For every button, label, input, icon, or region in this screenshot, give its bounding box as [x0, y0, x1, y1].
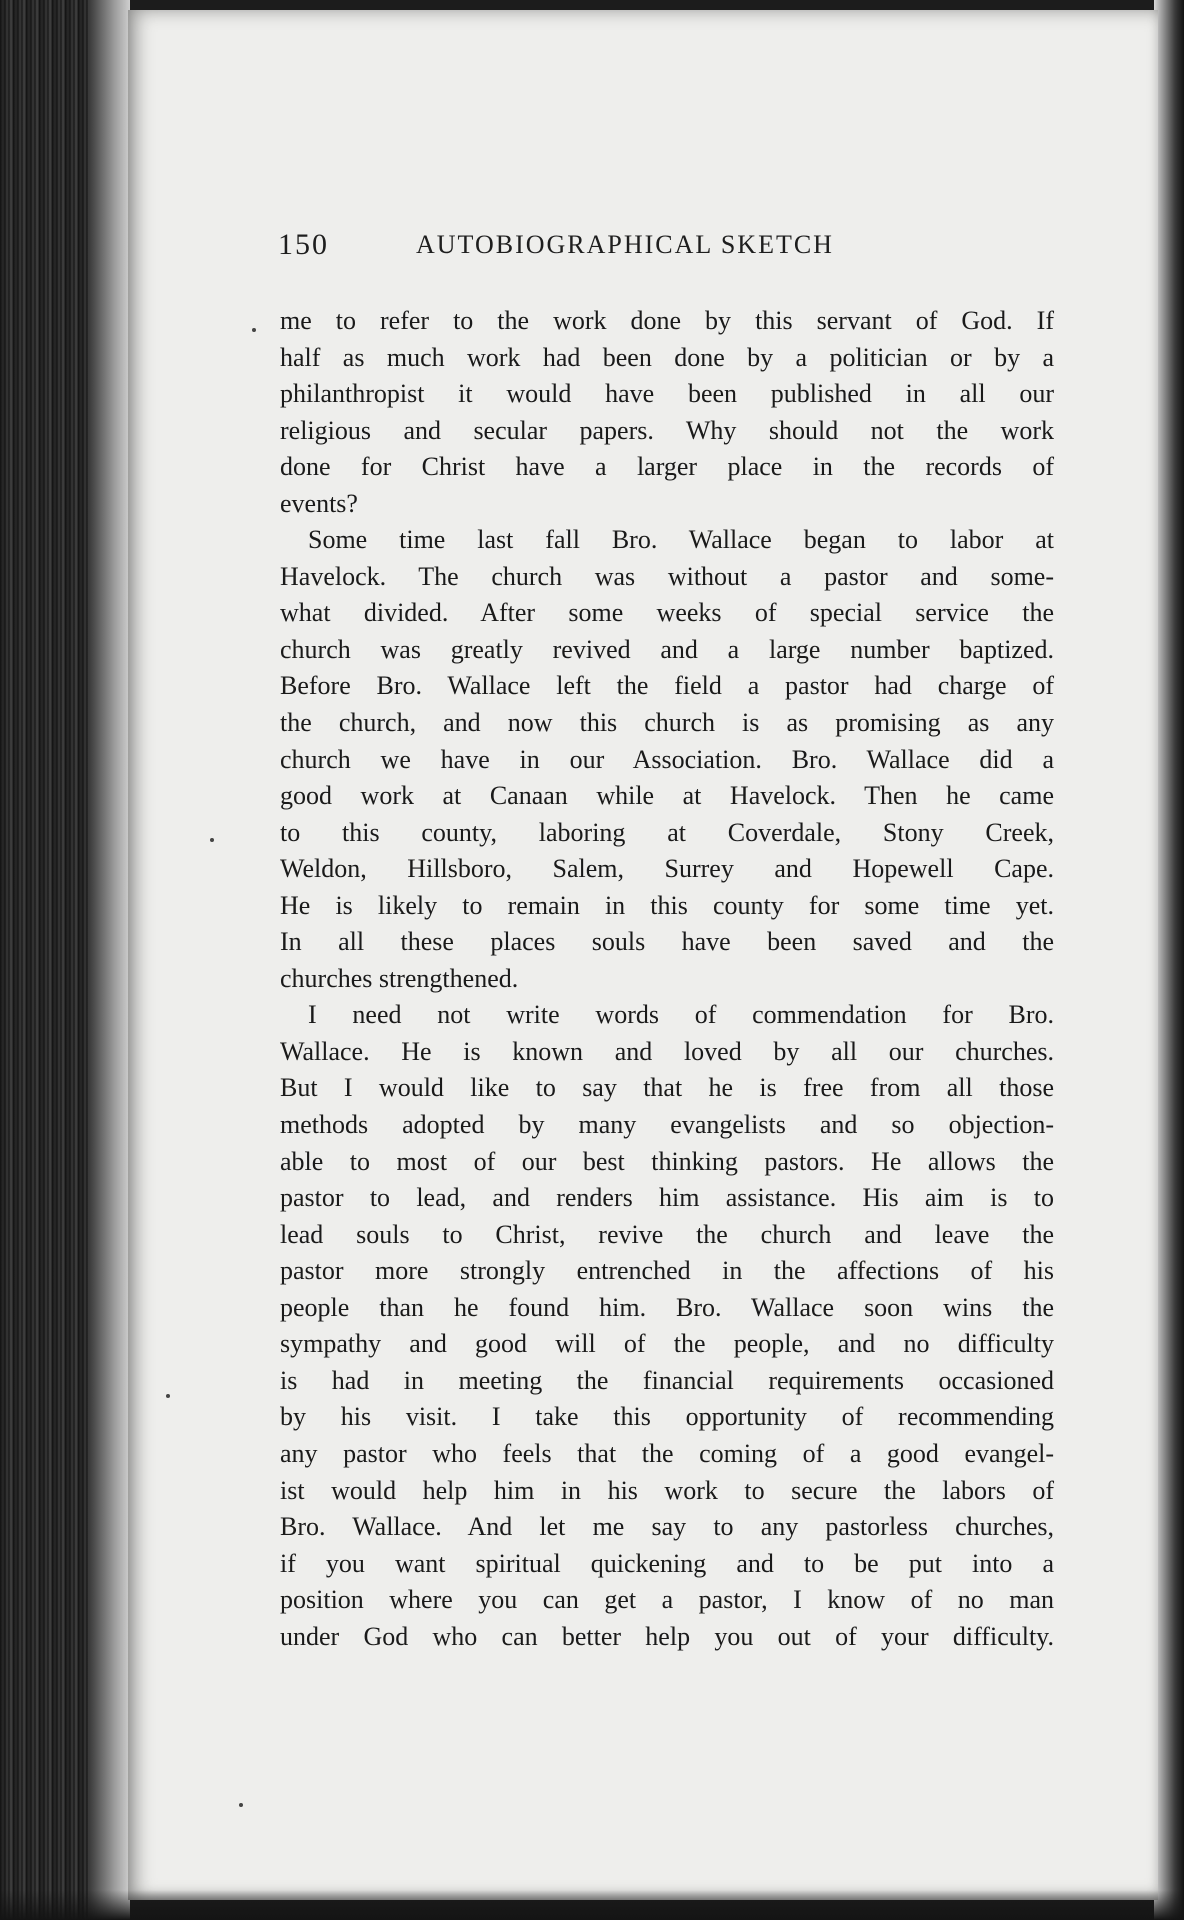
- text-line: sympathy and good will of the people, and no difficulty: [280, 1329, 1054, 1359]
- text-line: good work at Canaan while at Havelock. Then he came: [280, 781, 1054, 811]
- text-line: religious and secular papers. Why should not the work: [280, 415, 1054, 445]
- text-line: what divided. After some weeks of special service the: [280, 598, 1054, 628]
- page-edge-stack: [0, 0, 130, 1920]
- running-head: AUTOBIOGRAPHICAL SKETCH: [416, 230, 834, 259]
- text-line: church was greatly revived and a large number baptized.: [280, 634, 1054, 664]
- text-line: any pastor who feels that the coming of a good evangel-: [280, 1438, 1054, 1468]
- bottom-edge-shadow: [0, 1890, 1184, 1920]
- right-page-edge: [1154, 0, 1184, 1920]
- text-line: Before Bro. Wallace left the field a pastor had charge of: [280, 671, 1054, 701]
- text-line: philanthropist it would have been published in all our: [280, 379, 1054, 409]
- paragraph: [280, 303, 1054, 522]
- text-line: Weldon, Hillsboro, Salem, Surrey and Hopewell Cape.: [280, 854, 1054, 884]
- page-header: [278, 228, 1058, 278]
- ink-speck: [252, 328, 256, 332]
- text-line: But I would like to say that he is free from all those: [280, 1073, 1054, 1103]
- text-line: churches strengthened.: [280, 963, 519, 993]
- text-line: position where you can get a pastor, I know of no man: [280, 1585, 1054, 1615]
- text-line: He is likely to remain in this county for some time yet.: [280, 890, 1054, 920]
- paragraph: [280, 997, 1054, 1655]
- text-line: ist would help him in his work to secure the labors of: [280, 1475, 1054, 1505]
- text-line: under God who can better help you out of your difficulty.: [280, 1621, 1054, 1651]
- paragraph: [280, 522, 1054, 997]
- text-line: people than he found him. Bro. Wallace soon wins the: [280, 1292, 1054, 1322]
- text-line: if you want spiritual quickening and to be put into a: [280, 1548, 1054, 1578]
- text-line: Some time last fall Bro. Wallace began to labor at: [308, 525, 1054, 555]
- text-line: the church, and now this church is as promising as any: [280, 708, 1054, 738]
- ink-speck: [166, 1394, 170, 1398]
- body-text: [280, 303, 1054, 1655]
- ink-speck: [239, 1803, 243, 1807]
- page-number: 150: [278, 228, 329, 261]
- text-line: by his visit. I take this opportunity of recommending: [280, 1402, 1054, 1432]
- text-line: Havelock. The church was without a pastor and some-: [280, 561, 1054, 591]
- ink-speck: [210, 838, 214, 842]
- text-line: Bro. Wallace. And let me say to any pastorless churches,: [280, 1512, 1054, 1542]
- text-line: lead souls to Christ, revive the church and leave the: [280, 1219, 1054, 1249]
- text-line: events?: [280, 488, 358, 518]
- text-line: done for Christ have a larger place in the records of: [280, 452, 1054, 482]
- text-line: able to most of our best thinking pastors. He allows the: [280, 1146, 1054, 1176]
- text-line: I need not write words of commendation for Bro.: [308, 1000, 1054, 1030]
- text-line: is had in meeting the financial requirements occasioned: [280, 1365, 1054, 1395]
- text-line: me to refer to the work done by this servant of God. If: [280, 306, 1054, 335]
- text-line: to this county, laboring at Coverdale, Stony Creek,: [280, 817, 1054, 847]
- text-line: pastor more strongly entrenched in the affections of his: [280, 1256, 1054, 1286]
- text-line: methods adopted by many evangelists and so objection-: [280, 1110, 1054, 1140]
- text-line: In all these places souls have been saved and the: [280, 927, 1054, 957]
- text-line: pastor to lead, and renders him assistance. His aim is to: [280, 1183, 1054, 1213]
- text-line: Wallace. He is known and loved by all our churches.: [280, 1036, 1054, 1066]
- text-line: church we have in our Association. Bro. Wallace did a: [280, 744, 1054, 774]
- text-line: half as much work had been done by a politician or by a: [280, 342, 1054, 372]
